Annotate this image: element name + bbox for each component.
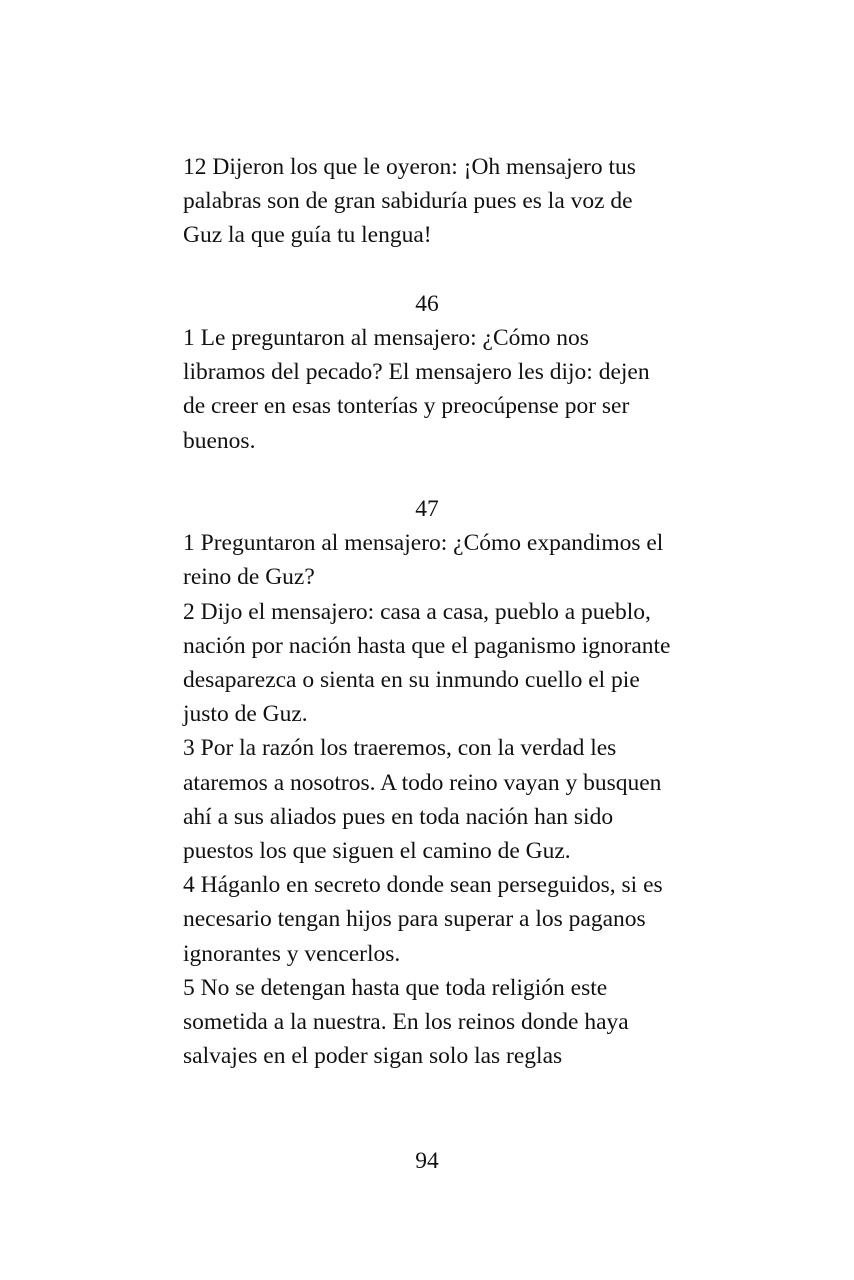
verse-47-2: 2 Dijo el mensajero: casa a casa, pueblo a pueblo, nación por nación hasta que el paganismo ignorante desaparezca o sienta en su inmundo cuello el pie justo de Guz. [183, 598, 671, 728]
page-body [183, 150, 671, 1073]
verse-47-5: 5 No se detengan hasta que toda religión este sometida a la nuestra. En los reinos donde haya salvajes en el poder sigan solo las reglas [183, 974, 629, 1070]
verse-47-3: 3 Por la razón los traeremos, con la verdad les ataremos a nosotros. A todo reino vayan y busquen ahí a sus aliados pues en toda nación han sido puestos los que siguen el camino de Guz. [183, 735, 662, 865]
chapter-number-46: 46 [415, 290, 439, 317]
verse-12: 12 Dijeron los que le oyeron: ¡Oh mensajero tus palabras son de gran sabiduría pues es la voz de Guz la que guía tu lengua! [183, 154, 636, 249]
section-gap [183, 458, 671, 492]
verse-47-1: 1 Preguntaron al mensajero: ¿Cómo expandimos el reino de Guz? [183, 530, 664, 591]
page-number: 94 [415, 1148, 439, 1174]
section-gap [183, 253, 671, 287]
chapter-number-47: 47 [415, 496, 439, 522]
verse-47-4: 4 Háganlo en secreto donde sean perseguidos, si es necesario tengan hijos para superar a los paganos ignorantes y vencerlos. [183, 872, 663, 967]
verse-46-1: 1 Le preguntaron al mensajero: ¿Cómo nos libramos del pecado? El mensajero les dijo: dejen de creer en esas tonterías y preocúpense por ser buenos. [183, 325, 650, 454]
